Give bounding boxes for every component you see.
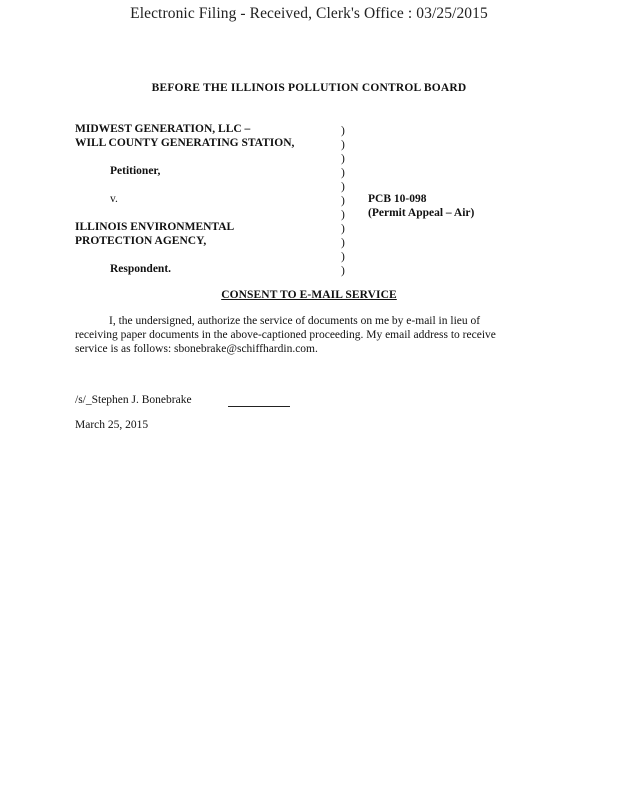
case-number: PCB 10-098 (368, 193, 427, 205)
case-type: (Permit Appeal – Air) (368, 207, 475, 219)
signature-line (228, 406, 290, 407)
petitioner-name-line2: WILL COUNTY GENERATING STATION, (75, 137, 295, 149)
caption-paren: ) (341, 139, 345, 151)
caption-paren: ) (341, 265, 345, 277)
caption-paren: ) (341, 237, 345, 249)
caption-paren: ) (341, 167, 345, 179)
caption-paren: ) (341, 251, 345, 263)
signature: /s/_Stephen J. Bonebrake (75, 394, 192, 406)
consent-paragraph: I, the undersigned, authorize the service of documents on me by e-mail in lieu of receiving paper documents in the above-captioned proceeding. My email address to receive service is as follows: sbonebrake@schiffhardin.com. (75, 315, 496, 355)
caption-paren: ) (341, 195, 345, 207)
caption-paren: ) (341, 223, 345, 235)
document-heading: CONSENT TO E-MAIL SERVICE (221, 289, 397, 301)
board-title: BEFORE THE ILLINOIS POLLUTION CONTROL BOARD (151, 82, 467, 94)
caption-paren: ) (341, 181, 345, 193)
versus-label: v. (110, 193, 118, 205)
petitioner-name-line1: MIDWEST GENERATION, LLC – (75, 123, 251, 135)
caption-paren: ) (341, 209, 345, 221)
caption-paren: ) (341, 153, 345, 165)
respondent-role: Respondent. (110, 263, 172, 275)
signature-date: March 25, 2015 (75, 419, 149, 431)
respondent-name-line2: PROTECTION AGENCY, (75, 235, 207, 247)
respondent-name-line1: ILLINOIS ENVIRONMENTAL (75, 221, 235, 233)
filing-stamp: Electronic Filing - Received, Clerk's Office : 03/25/2015 (130, 5, 488, 22)
petitioner-role: Petitioner, (110, 165, 161, 177)
caption-paren: ) (341, 125, 345, 137)
